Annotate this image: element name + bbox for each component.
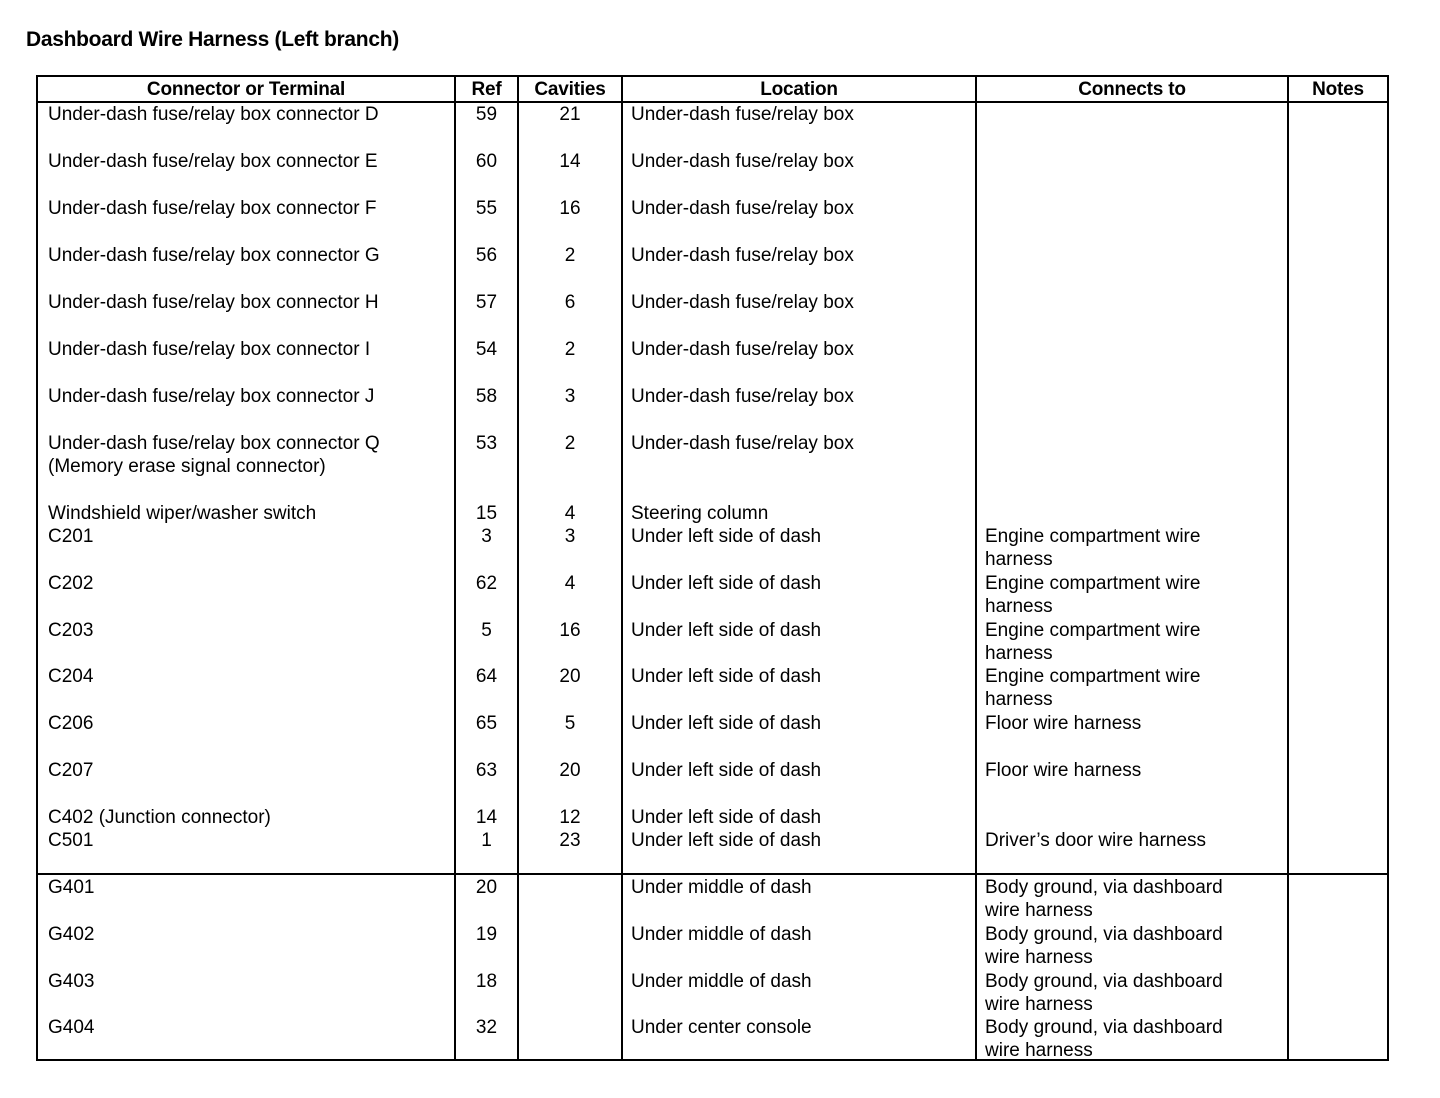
- cell-connector: [48, 712, 448, 735]
- cell-connector: [48, 665, 448, 688]
- cell-connects-to-text: Floor wire harness: [985, 760, 1142, 781]
- cell-ref: [456, 244, 517, 267]
- cell-cavities: [519, 712, 621, 735]
- cell-ref-text: 58: [475, 386, 498, 407]
- cell-connects-to: [985, 970, 1283, 1016]
- cell-location: [631, 712, 971, 735]
- cell-location-text: Under-dash fuse/relay box: [631, 245, 854, 266]
- cell-ref: [456, 432, 517, 455]
- cell-location-text: Under left side of dash: [631, 830, 822, 851]
- cell-connector-text: C206: [48, 713, 94, 734]
- cell-connector-text: G402: [48, 924, 95, 945]
- cell-cavities: [519, 525, 621, 548]
- cell-connector: [48, 150, 448, 173]
- cell-cavities: [519, 150, 621, 173]
- cell-connector: [48, 619, 448, 642]
- cell-connector: [48, 525, 448, 548]
- cell-ref-text: 55: [475, 198, 498, 219]
- cell-connects-to: [985, 923, 1283, 969]
- cell-connector-text: G403: [48, 971, 95, 992]
- cell-cavities-text: 14: [559, 151, 581, 172]
- cell-location-text: Under-dash fuse/relay box: [631, 151, 854, 172]
- cell-location-text: Under-dash fuse/relay box: [631, 339, 854, 360]
- cell-connector-text: C201: [48, 526, 94, 547]
- cell-ref: [456, 829, 517, 852]
- cell-ref: [456, 197, 517, 220]
- cell-cavities-text: 4: [564, 573, 576, 594]
- cell-ref: [456, 923, 517, 946]
- cell-connector: [48, 1016, 448, 1039]
- cell-connects-to: [985, 619, 1283, 665]
- cell-location: [631, 759, 971, 782]
- cell-cavities: [519, 665, 621, 688]
- cell-connects-to-text: Engine compartment wire: [985, 573, 1201, 594]
- cell-connects-to-text: Body ground, via dashboard: [985, 924, 1223, 945]
- cell-cavities-text: 23: [559, 830, 581, 851]
- cell-ref: [456, 665, 517, 688]
- cell-connector-text: G404: [48, 1017, 95, 1038]
- cell-location-text: Under left side of dash: [631, 666, 822, 687]
- cell-location-text: Under-dash fuse/relay box: [631, 104, 854, 125]
- cell-connector: [48, 197, 448, 220]
- cell-cavities-text: 12: [559, 807, 581, 828]
- cell-location: [631, 923, 971, 946]
- column-divider: [621, 77, 623, 1061]
- cell-ref: [456, 338, 517, 361]
- cell-ref-text: 32: [475, 1017, 498, 1038]
- cell-location: [631, 665, 971, 688]
- cell-location-text: Under-dash fuse/relay box: [631, 386, 854, 407]
- cell-cavities: [519, 502, 621, 525]
- cell-connector: [48, 103, 448, 126]
- cell-ref-text: 18: [475, 971, 498, 992]
- cell-connects-to-text: Engine compartment wire: [985, 666, 1201, 687]
- cell-location: [631, 150, 971, 173]
- cell-connector-text: C204: [48, 666, 94, 687]
- cell-connector: [48, 759, 448, 782]
- cell-location: [631, 876, 971, 899]
- column-divider: [517, 77, 519, 1061]
- cell-connects-to-text-line2: harness: [985, 689, 1053, 710]
- cell-cavities-text: 5: [564, 713, 576, 734]
- cell-cavities-text: 21: [559, 104, 581, 125]
- cell-connector: [48, 806, 448, 829]
- column-header-connects-to: Connects to: [1078, 79, 1186, 100]
- column-header-ref: Ref: [471, 79, 502, 100]
- cell-connector-text: G401: [48, 877, 95, 898]
- cell-connects-to-text: Body ground, via dashboard: [985, 971, 1223, 992]
- cell-connects-to: [985, 525, 1283, 571]
- cell-cavities: [519, 197, 621, 220]
- cell-connector: [48, 385, 448, 408]
- cell-location-text: Steering column: [631, 503, 769, 524]
- cell-ref-text: 62: [475, 573, 498, 594]
- cell-ref-text: 65: [475, 713, 498, 734]
- column-divider: [975, 77, 977, 1061]
- cell-connects-to: [985, 572, 1283, 618]
- cell-ref: [456, 759, 517, 782]
- cell-connector-text-line2: (Memory erase signal connector): [48, 456, 326, 477]
- cell-location: [631, 103, 971, 126]
- cell-connector: [48, 876, 448, 899]
- cell-connects-to-text: Driver’s door wire harness: [985, 830, 1207, 851]
- cell-ref-text: 63: [475, 760, 498, 781]
- cell-location-text: Under left side of dash: [631, 620, 822, 641]
- cell-connector-text: Under-dash fuse/relay box connector Q: [48, 433, 380, 454]
- cell-cavities-text: 20: [559, 760, 581, 781]
- cell-cavities: [519, 829, 621, 852]
- cell-cavities: [519, 572, 621, 595]
- cell-ref-text: 1: [481, 830, 492, 851]
- cell-location-text: Under-dash fuse/relay box: [631, 292, 854, 313]
- cell-location: [631, 619, 971, 642]
- cell-connector: [48, 502, 448, 525]
- cell-ref-text: 20: [475, 877, 498, 898]
- cell-location-text: Under center console: [631, 1017, 812, 1038]
- cell-cavities-text: 2: [564, 433, 576, 454]
- cell-connector-text: Under-dash fuse/relay box connector E: [48, 151, 378, 172]
- cell-ref: [456, 1016, 517, 1039]
- cell-location: [631, 1016, 971, 1039]
- cell-ref: [456, 385, 517, 408]
- cell-connector-text: Under-dash fuse/relay box connector I: [48, 339, 371, 360]
- cell-location-text: Under middle of dash: [631, 924, 812, 945]
- cell-connector-text: Windshield wiper/washer switch: [48, 503, 317, 524]
- cell-connects-to: [985, 712, 1283, 735]
- cell-connects-to-text-line2: wire harness: [985, 947, 1093, 968]
- cell-connector: [48, 572, 448, 595]
- cell-connects-to: [985, 829, 1283, 852]
- cell-connector-text: Under-dash fuse/relay box connector G: [48, 245, 380, 266]
- cell-cavities-text: 2: [564, 245, 576, 266]
- cell-location-text: Under-dash fuse/relay box: [631, 198, 854, 219]
- group-divider: [38, 873, 1387, 875]
- cell-connects-to: [985, 876, 1283, 922]
- cell-ref-text: 3: [481, 526, 492, 547]
- cell-connector: [48, 291, 448, 314]
- cell-connector-text: C202: [48, 573, 94, 594]
- cell-cavities: [519, 385, 621, 408]
- cell-location-text: Under left side of dash: [631, 760, 822, 781]
- cell-location-text: Under left side of dash: [631, 573, 822, 594]
- cell-location: [631, 385, 971, 408]
- cell-ref: [456, 876, 517, 899]
- cell-ref-text: 56: [475, 245, 498, 266]
- cell-location: [631, 970, 971, 993]
- page-title: Dashboard Wire Harness (Left branch): [26, 28, 399, 51]
- cell-connector: [48, 829, 448, 852]
- cell-connector-text: C207: [48, 760, 94, 781]
- cell-ref-text: 15: [475, 503, 498, 524]
- cell-location-text: Under left side of dash: [631, 713, 822, 734]
- cell-ref-text: 59: [475, 104, 498, 125]
- cell-ref-text: 19: [475, 924, 498, 945]
- cell-connector-text: Under-dash fuse/relay box connector H: [48, 292, 379, 313]
- cell-cavities: [519, 619, 621, 642]
- cell-connects-to-text-line2: harness: [985, 549, 1053, 570]
- harness-table: [36, 75, 1389, 1061]
- cell-cavities: [519, 806, 621, 829]
- cell-ref: [456, 291, 517, 314]
- cell-cavities: [519, 338, 621, 361]
- cell-ref: [456, 712, 517, 735]
- column-divider: [454, 77, 456, 1061]
- cell-location-text: Under left side of dash: [631, 526, 822, 547]
- cell-cavities-text: 3: [564, 386, 576, 407]
- cell-location: [631, 502, 971, 525]
- cell-connector-text: C203: [48, 620, 94, 641]
- cell-ref-text: 53: [475, 433, 498, 454]
- cell-ref-text: 64: [475, 666, 498, 687]
- cell-cavities-text: 20: [559, 666, 581, 687]
- cell-ref-text: 54: [475, 339, 498, 360]
- cell-connects-to-text: Body ground, via dashboard: [985, 877, 1223, 898]
- cell-location: [631, 244, 971, 267]
- cell-location: [631, 829, 971, 852]
- cell-ref: [456, 619, 517, 642]
- cell-cavities: [519, 759, 621, 782]
- cell-connector-text: C501: [48, 830, 94, 851]
- cell-connects-to-text-line2: harness: [985, 643, 1053, 664]
- cell-connector-text: C402 (Junction connector): [48, 807, 271, 828]
- cell-connects-to: [985, 759, 1283, 782]
- cell-ref-text: 60: [475, 151, 498, 172]
- cell-connector: [48, 244, 448, 267]
- cell-ref-text: 5: [481, 620, 492, 641]
- cell-connects-to-text-line2: wire harness: [985, 994, 1093, 1015]
- cell-connector: [48, 923, 448, 946]
- cell-cavities: [519, 432, 621, 455]
- cell-location: [631, 338, 971, 361]
- cell-cavities-text: 3: [564, 526, 576, 547]
- cell-connects-to: [985, 1016, 1283, 1062]
- cell-connects-to-text-line2: wire harness: [985, 1040, 1093, 1061]
- cell-location-text: Under-dash fuse/relay box: [631, 433, 854, 454]
- cell-location: [631, 572, 971, 595]
- cell-cavities: [519, 103, 621, 126]
- cell-ref: [456, 150, 517, 173]
- cell-connects-to-text: Body ground, via dashboard: [985, 1017, 1223, 1038]
- cell-location: [631, 197, 971, 220]
- cell-connects-to-text: Engine compartment wire: [985, 620, 1201, 641]
- column-header-cavities: Cavities: [534, 79, 606, 100]
- cell-connects-to-text-line2: wire harness: [985, 900, 1093, 921]
- cell-location: [631, 291, 971, 314]
- cell-ref-text: 14: [475, 807, 498, 828]
- column-divider: [1287, 77, 1289, 1061]
- cell-ref: [456, 572, 517, 595]
- cell-connector: [48, 970, 448, 993]
- column-header-notes: Notes: [1312, 79, 1364, 100]
- cell-cavities: [519, 244, 621, 267]
- column-header-location: Location: [760, 79, 838, 100]
- cell-cavities: [519, 291, 621, 314]
- cell-location: [631, 525, 971, 548]
- cell-connector: [48, 338, 448, 361]
- cell-location-text: Under middle of dash: [631, 877, 812, 898]
- cell-cavities-text: 6: [564, 292, 576, 313]
- column-header-connector: Connector or Terminal: [146, 79, 346, 100]
- cell-connector-text: Under-dash fuse/relay box connector F: [48, 198, 377, 219]
- cell-ref: [456, 103, 517, 126]
- cell-ref: [456, 525, 517, 548]
- cell-cavities-text: 4: [564, 503, 576, 524]
- cell-location: [631, 432, 971, 455]
- cell-ref: [456, 970, 517, 993]
- cell-location: [631, 806, 971, 829]
- cell-location-text: Under middle of dash: [631, 971, 812, 992]
- cell-cavities-text: 16: [559, 620, 581, 641]
- table-header: [38, 77, 1387, 103]
- cell-ref-text: 57: [475, 292, 498, 313]
- cell-connects-to-text: Floor wire harness: [985, 713, 1142, 734]
- cell-location-text: Under left side of dash: [631, 807, 822, 828]
- cell-connector: [48, 432, 448, 478]
- cell-cavities-text: 2: [564, 339, 576, 360]
- cell-connects-to: [985, 665, 1283, 711]
- cell-ref: [456, 502, 517, 525]
- cell-connects-to-text-line2: harness: [985, 596, 1053, 617]
- cell-connects-to-text: Engine compartment wire: [985, 526, 1201, 547]
- cell-ref: [456, 806, 517, 829]
- cell-connector-text: Under-dash fuse/relay box connector J: [48, 386, 375, 407]
- cell-cavities-text: 16: [559, 198, 581, 219]
- cell-connector-text: Under-dash fuse/relay box connector D: [48, 104, 379, 125]
